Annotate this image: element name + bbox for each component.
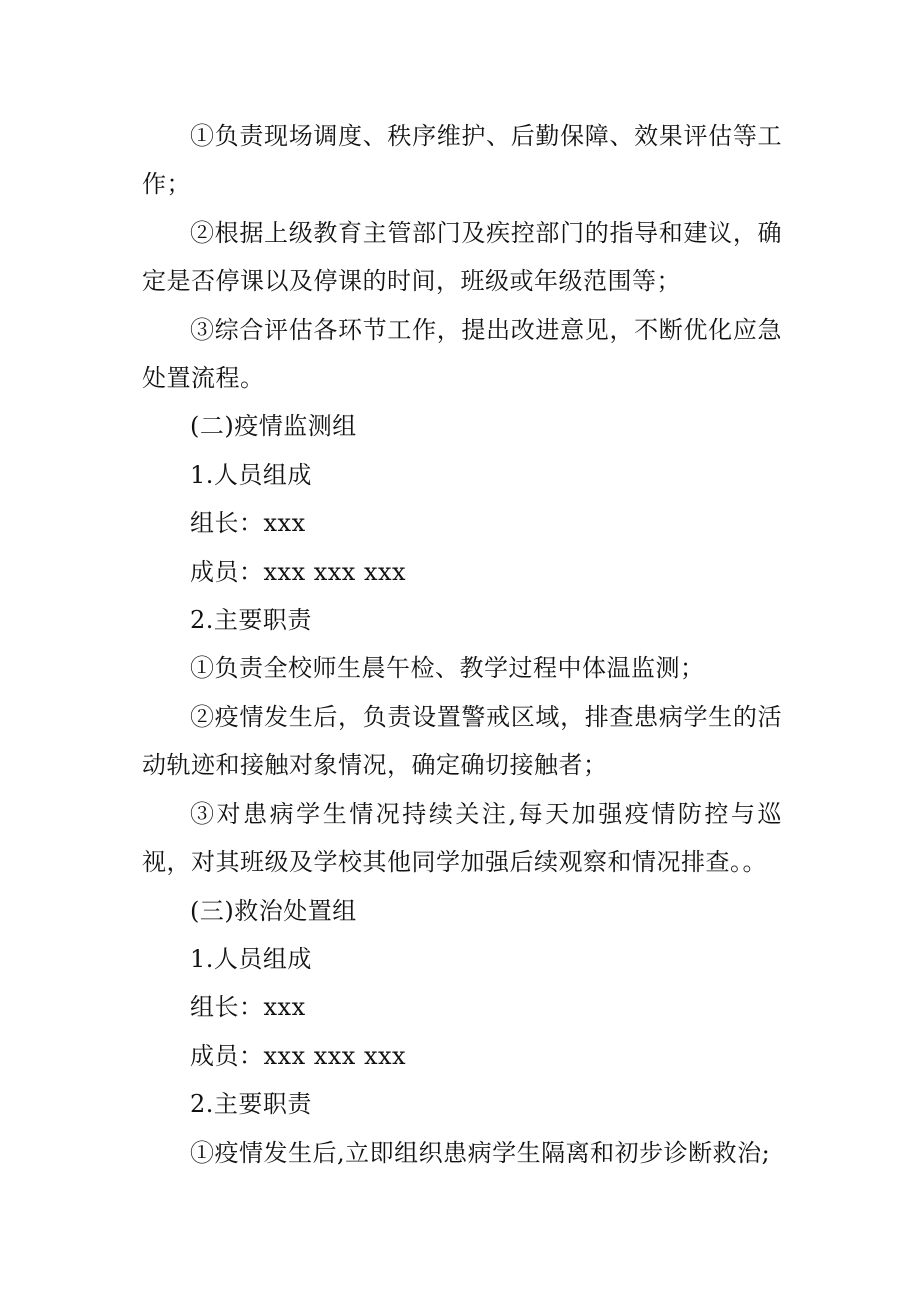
subheading-members: 1.人员组成 xyxy=(190,460,312,489)
group-leader: 组长：xxx xyxy=(190,509,306,538)
duty-item-1: ①疫情发生后,立即组织患病学生隔离和初步诊断救治; xyxy=(190,1138,771,1167)
section-heading-treatment: (三)救治处置组 xyxy=(190,896,357,925)
group-leader: 组长：xxx xyxy=(190,993,306,1022)
subheading-members: 1.人员组成 xyxy=(190,944,312,973)
subheading-duties: 2.主要职责 xyxy=(190,1090,312,1119)
duty-item-3: ③对患病学生情况持续关注,每天加强疫情防控与巡视，对其班级及学校其他同学加强后续观察和情况排查。。 xyxy=(142,799,782,877)
duty-item-1: ①负责现场调度、秩序维护、后勤保障、效果评估等工作； xyxy=(142,122,782,199)
duty-item-2: ②疫情发生后，负责设置警戒区域，排查患病学生的活动轨迹和接触对象情况，确定确切接触者； xyxy=(142,702,782,780)
duty-item-1: ①负责全校师生晨午检、教学过程中体温监测； xyxy=(190,654,705,683)
subheading-duties: 2.主要职责 xyxy=(190,606,312,635)
duty-item-2: ②根据上级教育主管部门及疾控部门的指导和建议，确定是否停课以及停课的时间，班级或年级范围等； xyxy=(142,218,782,296)
group-members: 成员：xxx xxx xxx xyxy=(190,1041,407,1070)
group-members: 成员：xxx xxx xxx xyxy=(190,557,407,586)
section-heading-monitoring: (二)疫情监测组 xyxy=(190,412,357,441)
duty-item-3: ③综合评估各环节工作，提出改进意见，不断优化应急处置流程。 xyxy=(142,315,782,393)
document-body xyxy=(142,112,782,1177)
